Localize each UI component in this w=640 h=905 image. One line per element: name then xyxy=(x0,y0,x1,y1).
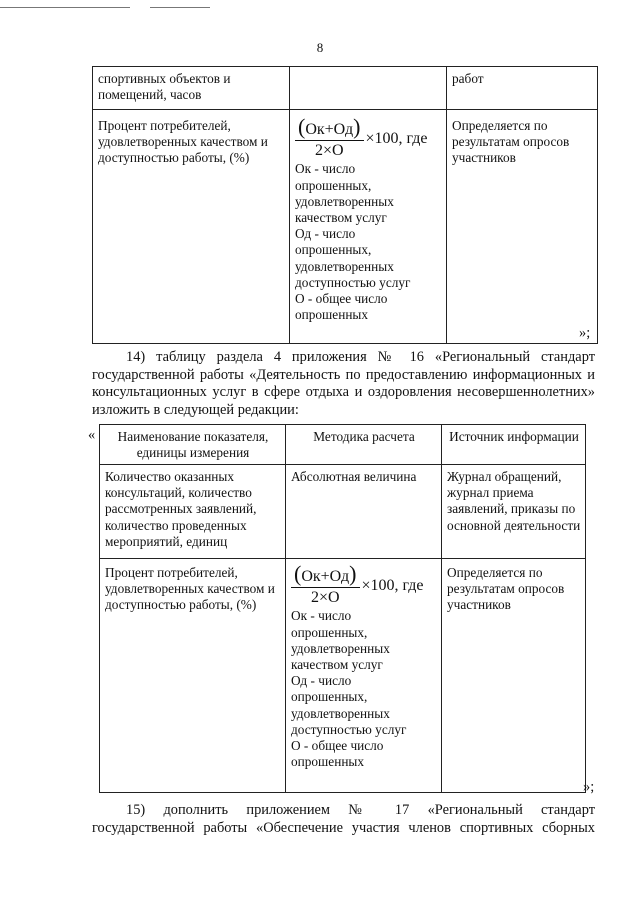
formula-legend: Ок - число опрошенных, удовлетворенных качеством услуг Од - число опрошенных, удовлетворенных доступностью услуг О - общее число опрошенных xyxy=(291,608,407,770)
formula-multiplier: ×100, где xyxy=(361,576,424,594)
formula-fraction xyxy=(295,114,364,160)
source-cell: Журнал обращений, журнал приема заявлений, приказы по основной деятельности xyxy=(442,465,586,559)
formula-multiplier: ×100, где xyxy=(365,129,428,147)
header-source: Источник информации xyxy=(442,425,586,465)
formula-numerator: (Ок+Од) xyxy=(291,565,360,588)
satisfaction-formula xyxy=(291,561,437,607)
closing-quote-mark: »; xyxy=(579,325,591,341)
table-header-row xyxy=(100,425,586,465)
method-cell xyxy=(290,67,447,110)
indicator-table-continued xyxy=(92,66,598,344)
table-row xyxy=(93,110,598,344)
closing-quote-mark: »; xyxy=(583,779,595,795)
indicator-name-cell: Процент потребителей, удовлетворенных качеством и доступностью работы, (%) xyxy=(100,559,286,793)
paragraph-14: 14) таблицу раздела 4 приложения № 16 «Региональный стандарт государственной работы «Деятельность по предоставлению информационных и консультационных услуг в сфере отдыха и оздоровления несовершеннолетних» изложить в следующей редакции: xyxy=(92,349,595,418)
formula-denominator: 2×O xyxy=(310,589,340,607)
indicator-name-cell: Количество оказанных консультаций, количество рассмотренных заявлений, количество проведенных мероприятий, единиц xyxy=(100,465,286,559)
source-cell: работ xyxy=(447,67,598,110)
table-row xyxy=(93,67,598,110)
method-cell xyxy=(286,559,442,793)
formula-legend: Ок - число опрошенных, удовлетворенных качеством услуг Од - число опрошенных, удовлетворенных доступностью услуг О - общее число опрошенных xyxy=(295,161,411,323)
header-method: Методика расчета xyxy=(286,425,442,465)
opening-quote-mark: « xyxy=(88,427,96,443)
table-row xyxy=(100,465,586,559)
satisfaction-formula xyxy=(295,114,442,160)
source-cell: Определяется по результатам опросов участников xyxy=(442,559,586,793)
method-cell xyxy=(290,110,447,344)
indicator-name-cell: спортивных объектов и помещений, часов xyxy=(93,67,290,110)
header-indicator-name: Наименование показателя, единицы измерения xyxy=(100,425,286,465)
formula-denominator: 2×O xyxy=(314,142,344,160)
paragraph-15: 15) дополнить приложением № 17 «Региональный стандарт государственной работы «Обеспечение участия членов спортивных сборных xyxy=(92,802,595,836)
table-row xyxy=(100,559,586,793)
indicator-name-cell: Процент потребителей, удовлетворенных качеством и доступностью работы, (%) xyxy=(93,110,290,344)
indicator-table xyxy=(99,424,586,793)
scan-artifact-line xyxy=(150,7,210,8)
formula-numerator: (Ок+Од) xyxy=(295,118,364,141)
method-cell: Абсолютная величина xyxy=(286,465,442,559)
formula-fraction xyxy=(291,561,360,607)
scan-artifact-line xyxy=(0,7,130,8)
page-number: 8 xyxy=(316,40,324,55)
source-cell: Определяется по результатам опросов участников xyxy=(447,110,598,344)
